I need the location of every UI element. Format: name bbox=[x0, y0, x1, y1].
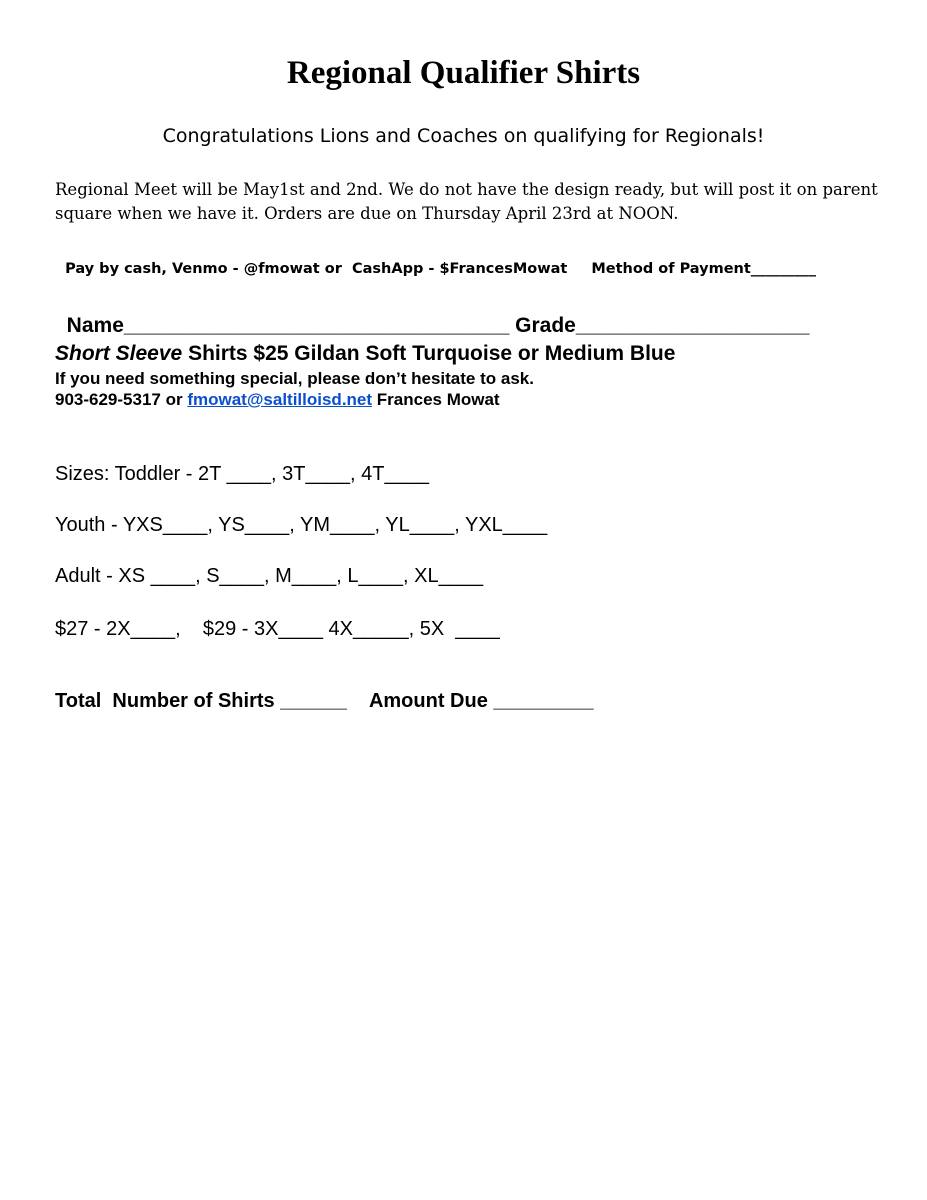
shirt-description: Shirts $25 Gildan Soft Turquoise or Medium Blue bbox=[182, 342, 676, 365]
payment-line bbox=[55, 245, 816, 277]
amount-due-field: Amount Due _________ bbox=[368, 690, 594, 712]
name-field: Name_________________________________ bbox=[66, 314, 510, 337]
youth-sizes: Youth - YXS____, YS____, YM____, YL____, YXL____ bbox=[55, 514, 548, 536]
adult-sizes: Adult - XS ____, S____, M____, L____, XL____ bbox=[55, 565, 484, 587]
page-title: Regional Qualifier Shirts bbox=[286, 55, 641, 91]
contact-phone: 903-629-5317 or bbox=[55, 390, 188, 409]
congratulations-text: Congratulations Lions and Coaches on qualifying for Regionals! bbox=[162, 125, 765, 147]
contact-line bbox=[55, 390, 500, 410]
grade-field: Grade____________________ bbox=[515, 314, 810, 337]
total-shirts-field: Total Number of Shirts ______ bbox=[55, 690, 347, 712]
name-grade-row bbox=[55, 290, 809, 338]
contact-email-link[interactable]: fmowat@saltilloisd.net bbox=[187, 390, 373, 409]
payment-method-field: Method of Payment_________ bbox=[591, 261, 817, 277]
shirt-style: Short Sleeve bbox=[55, 342, 183, 365]
plus-sizes: $27 - 2X____, $29 - 3X____ 4X_____, 5X ____ bbox=[55, 618, 500, 640]
meet-info-paragraph: Regional Meet will be May1st and 2nd. We do not have the design ready, but will post it on parent square when we have it. Orders are due on Thursday April 23rd at NOON. bbox=[55, 180, 878, 223]
payment-options: Pay by cash, Venmo - @fmowat or CashApp - $FrancesMowat bbox=[65, 261, 568, 277]
totals-row bbox=[55, 690, 593, 713]
toddler-sizes: Sizes: Toddler - 2T ____, 3T____, 4T____ bbox=[55, 463, 429, 485]
special-request-note: If you need something special, please don’t hesitate to ask. bbox=[55, 369, 534, 388]
shirt-heading bbox=[55, 342, 675, 366]
contact-name: Frances Mowat bbox=[372, 390, 500, 409]
